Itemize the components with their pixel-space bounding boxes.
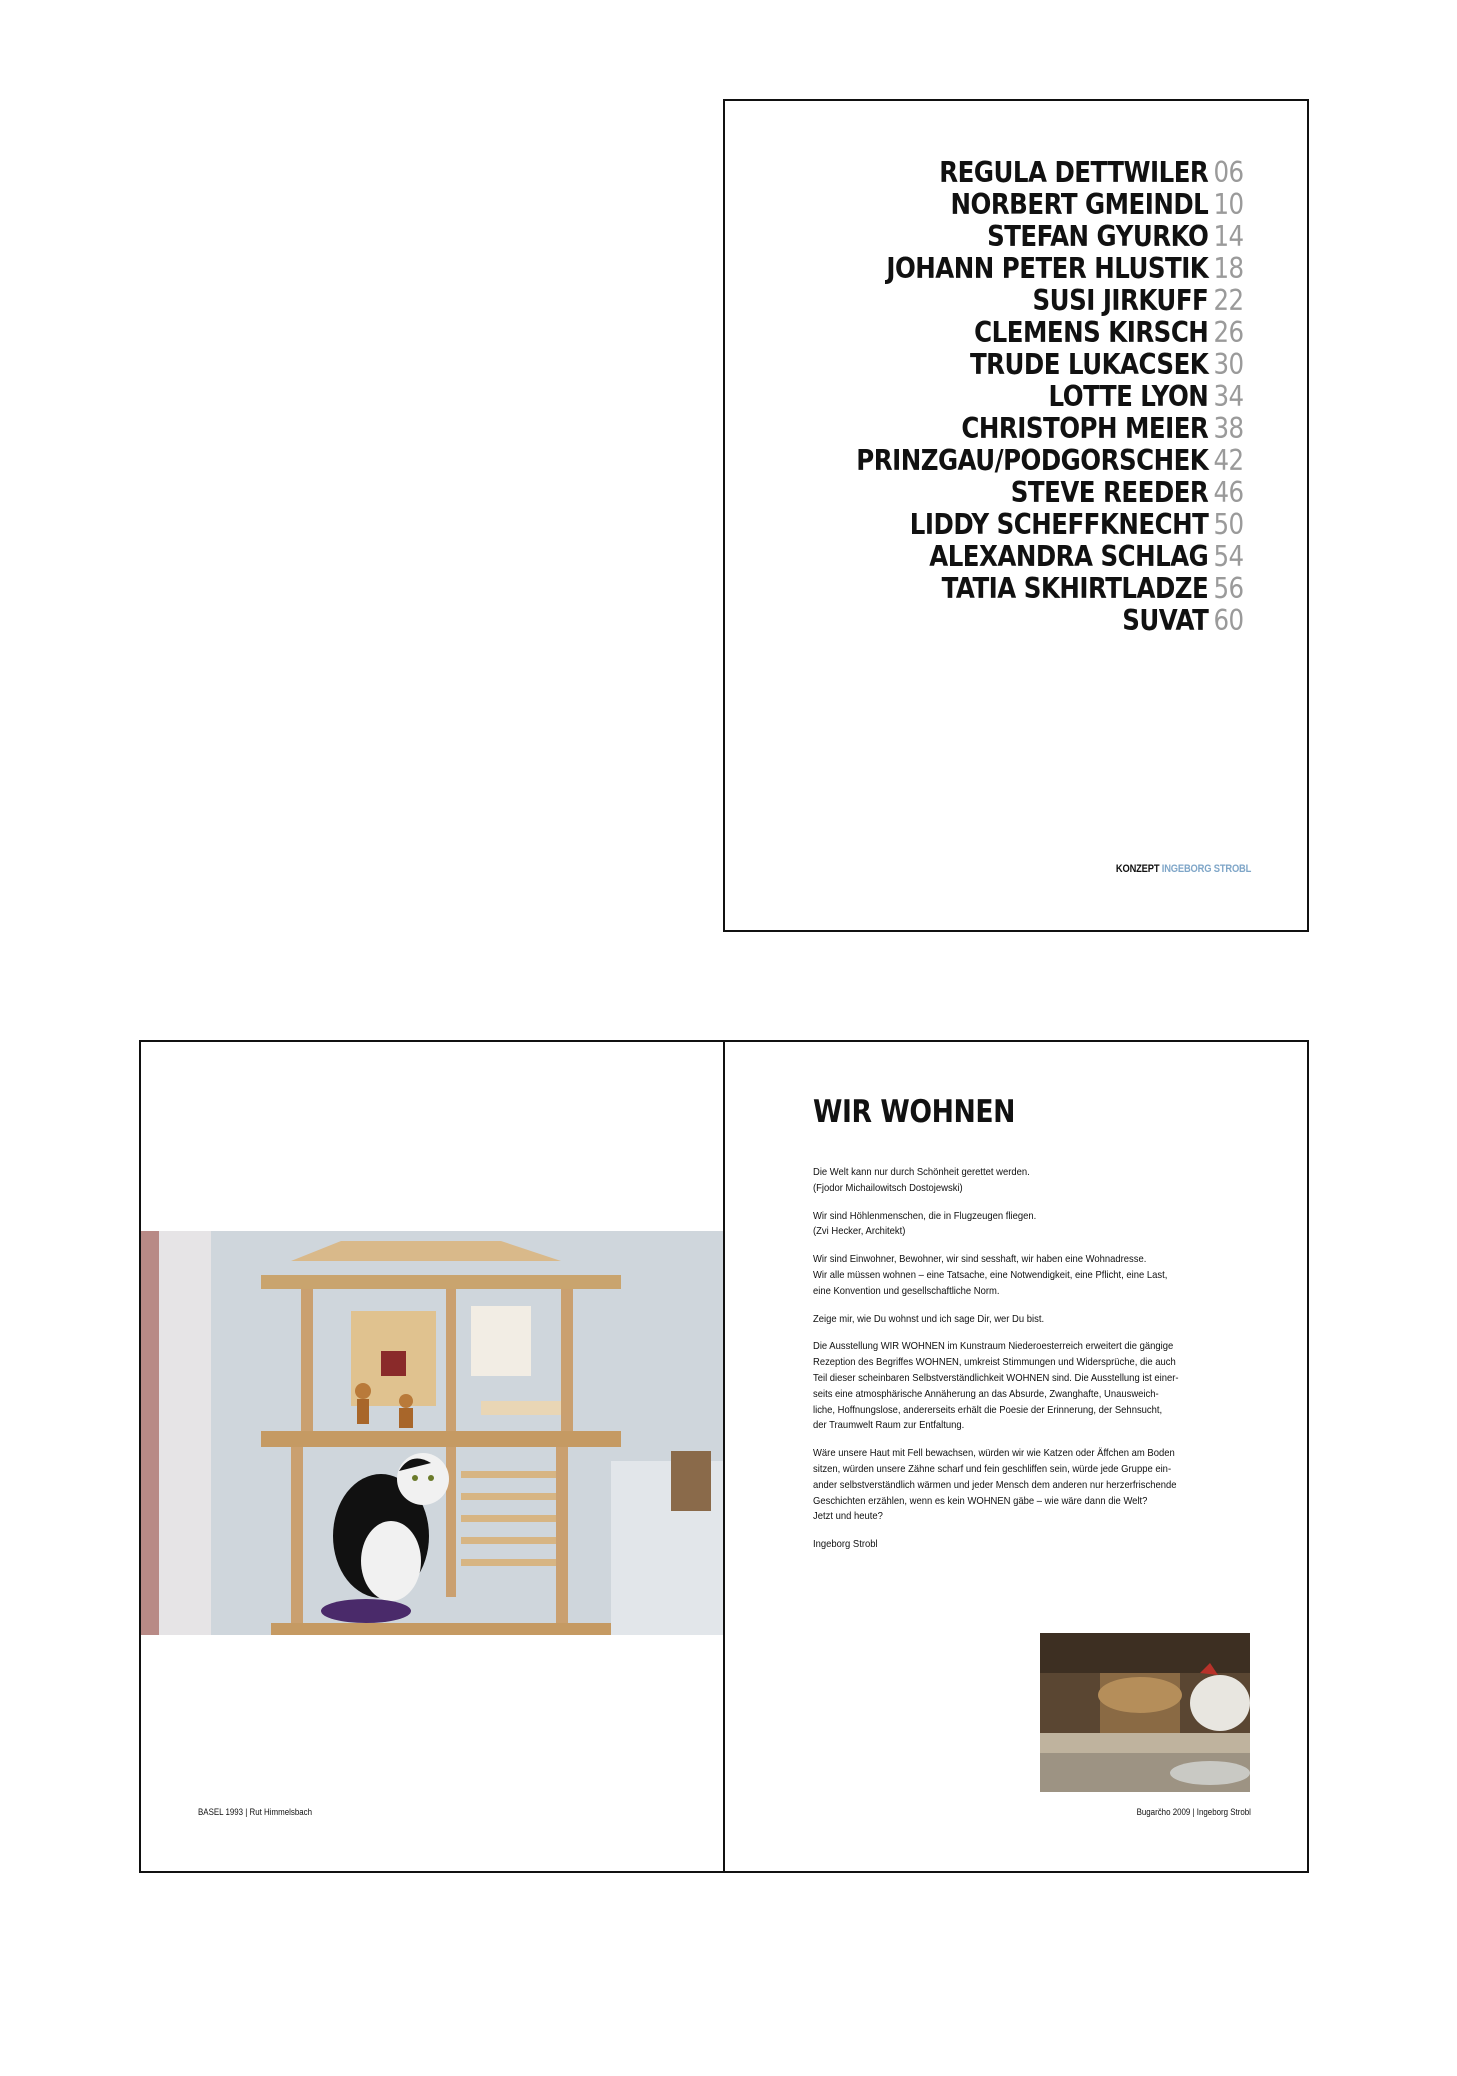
toc-entry-name: TATIA SKHIRTLADZE xyxy=(941,572,1208,605)
essay-title: WIR WOHNEN xyxy=(813,1094,1016,1130)
credit-label: KONZEPT xyxy=(1115,863,1160,875)
toc-entry xyxy=(856,445,1251,477)
table-of-contents xyxy=(792,157,1251,637)
essay-line: Jetzt und heute? xyxy=(813,1510,883,1523)
toc-entry-name: PRINZGAU/PODGORSCHEK xyxy=(856,444,1208,477)
text-page xyxy=(723,1040,1309,1873)
credit-name: INGEBORG STROBL xyxy=(1161,863,1251,875)
essay-line: eine Konvention und gesellschaftliche Norm. xyxy=(813,1284,1000,1297)
concept-credit xyxy=(1116,863,1251,875)
toc-entry-page: 54 xyxy=(1213,540,1244,573)
essay-paragraph xyxy=(813,1446,1253,1525)
toc-entry-page: 30 xyxy=(1213,348,1244,381)
toc-entry xyxy=(856,541,1251,573)
essay-line: Wäre unsere Haut mit Fell bewachsen, würden wir wie Katzen oder Äffchen am Boden xyxy=(813,1447,1175,1460)
photo-caption: BASEL 1993 | Rut Himmelsbach xyxy=(198,1807,313,1817)
toc-entry xyxy=(856,189,1251,221)
toc-entry xyxy=(856,573,1251,605)
essay-line: seits eine atmosphärische Annäherung an das Absurde, Zwanghafte, Unausweich- xyxy=(813,1387,1159,1400)
toc-entry xyxy=(856,349,1251,381)
toc-entry-page: 34 xyxy=(1213,380,1244,413)
essay-line: Wir sind Einwohner, Bewohner, wir sind sesshaft, wir haben eine Wohnadresse. xyxy=(813,1253,1147,1266)
toc-entry-page: 38 xyxy=(1213,412,1244,445)
toc-entry xyxy=(856,157,1251,189)
toc-entry xyxy=(856,605,1251,637)
toc-entry-page: 10 xyxy=(1213,188,1244,221)
essay-line: liche, Hoffnungslose, andererseits erhält die Poesie der Erinnerung, der Sehnsucht, xyxy=(813,1403,1163,1416)
essay-paragraph xyxy=(813,1209,1253,1241)
essay-line: ander selbstverständlich wärmen und jeder Mensch dem anderen nur herzerfrischende xyxy=(813,1478,1177,1491)
toc-entry-name: CHRISTOPH MEIER xyxy=(961,412,1208,445)
dollhouse-cat-photo xyxy=(141,1231,723,1635)
toc-entry-page: 14 xyxy=(1213,220,1244,253)
toc-entry xyxy=(856,317,1251,349)
toc-entry-page: 42 xyxy=(1213,444,1244,477)
essay-paragraph xyxy=(813,1165,1253,1197)
essay-line: Rezeption des Begriffes WOHNEN, umkreist Stimmungen und Widersprüche, die auch xyxy=(813,1356,1176,1369)
toc-entry-page: 56 xyxy=(1213,572,1244,605)
essay-line: Ingeborg Strobl xyxy=(813,1538,878,1551)
toc-page xyxy=(723,99,1309,932)
toc-entry-page: 50 xyxy=(1213,508,1244,541)
essay-body xyxy=(813,1165,1253,1565)
essay-line: Geschichten erzählen, wenn es kein WOHNEN gäbe – wie wäre dann die Welt? xyxy=(813,1494,1148,1507)
rooster-basket-photo xyxy=(1040,1633,1250,1792)
essay-line: (Fjodor Michailowitsch Dostojewski) xyxy=(813,1181,963,1194)
essay-paragraph xyxy=(813,1252,1253,1299)
toc-entry-name: TRUDE LUKACSEK xyxy=(969,348,1208,381)
toc-entry-name: LIDDY SCHEFFKNECHT xyxy=(909,508,1208,541)
toc-entry-name: LOTTE LYON xyxy=(1048,380,1208,413)
toc-entry-name: NORBERT GMEINDL xyxy=(950,188,1208,221)
essay-paragraph xyxy=(813,1339,1253,1434)
toc-entry xyxy=(856,253,1251,285)
toc-entry-page: 46 xyxy=(1213,476,1244,509)
toc-entry xyxy=(856,221,1251,253)
toc-entry-page: 06 xyxy=(1213,156,1244,189)
essay-line: Teil dieser scheinbaren Selbstverständlichkeit WOHNEN sind. Die Ausstellung ist einer- xyxy=(813,1371,1179,1384)
toc-entry-name: JOHANN PETER HLUSTIK xyxy=(886,252,1208,285)
toc-entry-page: 60 xyxy=(1213,604,1244,637)
toc-entry xyxy=(856,381,1251,413)
essay-paragraph xyxy=(813,1537,1253,1553)
photo-page xyxy=(139,1040,725,1873)
toc-entry xyxy=(856,413,1251,445)
essay-line: der Traumwelt Raum zur Entfaltung. xyxy=(813,1419,965,1432)
toc-entry-page: 22 xyxy=(1213,284,1244,317)
essay-line: (Zvi Hecker, Architekt) xyxy=(813,1225,906,1238)
toc-entry-page: 26 xyxy=(1213,316,1244,349)
toc-entry-name: ALEXANDRA SCHLAG xyxy=(928,540,1208,573)
toc-entry-name: SUVAT xyxy=(1121,604,1208,637)
toc-entry-name: REGULA DETTWILER xyxy=(939,156,1208,189)
toc-entry-name: STEFAN GYURKO xyxy=(986,220,1208,253)
essay-line: Die Welt kann nur durch Schönheit gerettet werden. xyxy=(813,1166,1030,1178)
toc-entry xyxy=(856,285,1251,317)
toc-entry-name: STEVE REEDER xyxy=(1010,476,1208,509)
essay-line: Wir alle müssen wohnen – eine Tatsache, eine Notwendigkeit, eine Pflicht, eine Last, xyxy=(813,1268,1168,1281)
essay-line: Zeige mir, wie Du wohnst und ich sage Dir, wer Du bist. xyxy=(813,1312,1045,1325)
essay-paragraph xyxy=(813,1312,1253,1328)
toc-entry xyxy=(856,477,1251,509)
small-photo-caption: Bugarčho 2009 | Ingeborg Strobl xyxy=(1136,1807,1251,1817)
essay-line: Die Ausstellung WIR WOHNEN im Kunstraum Niederoesterreich erweitert die gängige xyxy=(813,1340,1174,1353)
essay-line: Wir sind Höhlenmenschen, die in Flugzeugen fliegen. xyxy=(813,1209,1037,1222)
essay-line: sitzen, würden unsere Zähne scharf und fein geschliffen sein, würde jede Gruppe ein- xyxy=(813,1462,1172,1475)
toc-entry-page: 18 xyxy=(1213,252,1244,285)
toc-entry-name: CLEMENS KIRSCH xyxy=(973,316,1208,349)
toc-entry xyxy=(856,509,1251,541)
toc-entry-name: SUSI JIRKUFF xyxy=(1032,284,1208,317)
